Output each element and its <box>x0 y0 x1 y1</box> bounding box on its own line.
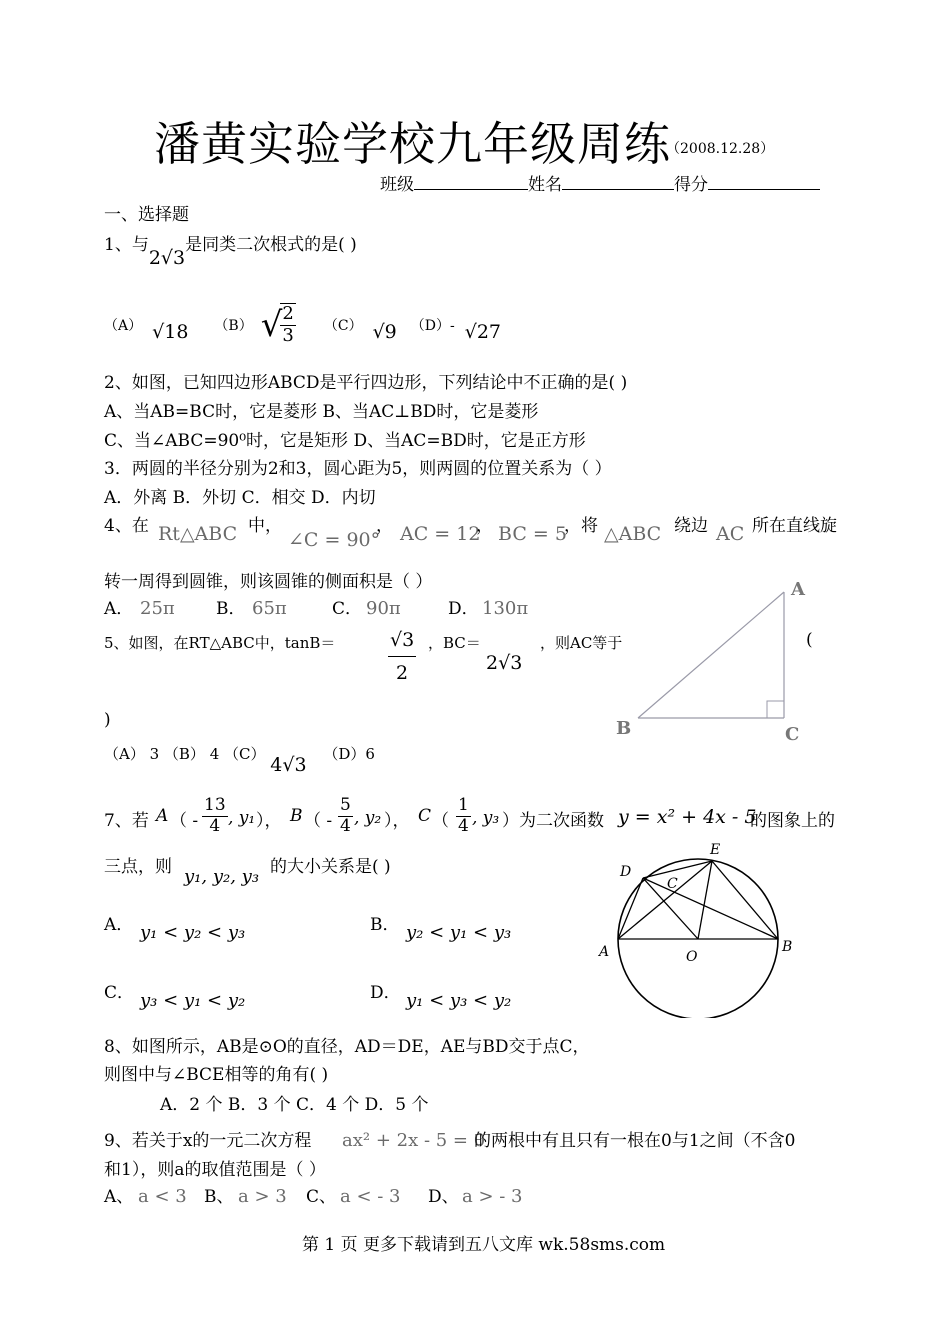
q5-mid: ，BC＝ <box>428 634 481 652</box>
q7-point-c: C <box>418 806 432 826</box>
q7-b-open: （ - <box>304 811 333 831</box>
score-label: 得分 <box>674 175 708 195</box>
q4-opt-a-label: A． <box>104 599 134 619</box>
q7-a-open: （ - <box>170 811 199 831</box>
q1-opt-a-label: （A） <box>104 318 143 334</box>
q7-line2 <box>104 852 564 892</box>
q7-b-close: ）， <box>384 811 410 831</box>
section-heading: 一、选择题 <box>104 205 189 225</box>
q4-opt-c: 90π <box>366 598 401 619</box>
q7-opt-b: y₂ < y₁ < y₃ <box>406 922 512 943</box>
q1-options <box>104 298 501 352</box>
q7-line2-prefix: 三点，则 <box>104 857 172 877</box>
q5-tan-fraction <box>388 630 416 685</box>
q4-opt-d: 130π <box>482 598 529 619</box>
q1-opt-b-radical-icon: √ <box>260 305 283 345</box>
circle-label-a: A <box>599 944 610 960</box>
q4-mid1: 中， <box>248 516 282 536</box>
q7-a-close: ）， <box>256 811 282 831</box>
q9-opt-c-label: C、 <box>306 1187 337 1207</box>
q7-opt-c: y₃ < y₁ < y₂ <box>140 990 246 1011</box>
q7-a-fraction <box>202 796 228 836</box>
q1-opt-b-fraction <box>280 303 295 346</box>
q4-angle: ∠C = 90° <box>288 529 381 551</box>
q1-opt-d: √27 <box>464 321 502 343</box>
q9-opt-b-label: B、 <box>204 1187 234 1207</box>
q4-ac: AC = 12 <box>400 523 481 545</box>
q7-c-num: 1 <box>458 795 469 815</box>
q1-opt-c-label: （C） <box>323 318 363 334</box>
q2-stem: 2、如图，已知四边形ABCD是平行四边形，下列结论中不正确的是( ) <box>104 373 628 393</box>
q9-opt-b: a > 3 <box>238 1186 287 1207</box>
q8-options: A．2 个 B．3 个 C．4 个 D．5 个 <box>160 1095 429 1115</box>
exam-date: （2008.12.28） <box>666 141 775 157</box>
q4-stem <box>104 511 854 551</box>
q2-options-line2: C、当∠ABC=90⁰时，它是矩形 D、当AC=BD时，它是正方形 <box>104 431 586 451</box>
q7-line2-expr: y₁, y₂, y₃ <box>184 866 260 887</box>
q1-opt-b-label: （B） <box>214 318 253 334</box>
q3-stem: 3．两圆的半径分别为2和3，圆心距为5，则两圆的位置关系为（ ） <box>104 459 612 479</box>
q7-c-y: , y₃ <box>472 808 500 828</box>
circle-label-d: D <box>620 864 632 880</box>
q1-expr: 2√3 <box>148 247 186 269</box>
q3-options: A．外离 B．外切 C．相交 D．内切 <box>104 488 376 508</box>
chord-ad <box>618 878 643 939</box>
q4-tail: 所在直线旋 <box>752 516 837 536</box>
chord-db <box>643 878 778 939</box>
right-angle-mark <box>767 701 784 718</box>
circle-label-e: E <box>710 842 721 858</box>
q9-line2: 和1），则a的取值范围是（ ） <box>104 1160 326 1180</box>
circle-label-b: B <box>782 939 793 955</box>
q1-opt-b-num: 2 <box>282 303 294 325</box>
q1-stem <box>104 230 357 269</box>
class-blank[interactable] <box>414 175 528 190</box>
q9-opt-d-label: D、 <box>428 1187 459 1207</box>
q4-ac2: AC <box>716 523 745 545</box>
q9-opt-c: a < - 3 <box>340 1186 401 1207</box>
q7-tail: 的图象上的 <box>750 811 835 831</box>
q4-mid2: ，将 <box>564 516 598 536</box>
q4-opt-c-label: C． <box>332 599 363 619</box>
q5-tail: ，则AC等于 <box>540 634 623 652</box>
q7-point-a: A <box>156 806 169 826</box>
q2-options-line1: A、当AB=BC时，它是菱形 B、当AC⊥BD时，它是菱形 <box>104 402 539 422</box>
q5-options-prefix: （A） 3 （B） 4 （C） <box>104 745 266 763</box>
q5-paren-close: ) <box>104 710 111 730</box>
q7-options-row2 <box>104 978 564 1018</box>
page-footer[interactable]: 第 1 页 更多下载请到五八文库 wk.58sms.com <box>302 1235 666 1255</box>
triangle-label-c: C <box>785 724 800 745</box>
q8-line1: 8、如图所示，AB是⊙O的直径，AD＝DE，AE与BD交于点C， <box>104 1037 590 1057</box>
triangle-label-b: B <box>616 718 632 739</box>
q4-bc: BC = 5 <box>498 523 567 545</box>
q9-prefix: 9、若关于x的一元二次方程 <box>104 1131 312 1151</box>
q7-opt-c-label: C． <box>104 983 135 1003</box>
q9-options <box>104 1182 564 1210</box>
q7-opt-a-label: A． <box>104 915 134 935</box>
q9-stem <box>104 1126 854 1156</box>
q7-point-b: B <box>290 806 303 826</box>
q7-opt-d: y₁ < y₃ < y₂ <box>406 990 512 1011</box>
q7-b-y: , y₂ <box>354 808 382 828</box>
triangle-label-a: A <box>791 579 805 600</box>
q4-opt-b: 65π <box>252 598 287 619</box>
q7-a-y: , y₁ <box>228 808 256 828</box>
q4-prefix: 4、在 <box>104 516 149 536</box>
page-title: 潘黄实验学校九年级周练 <box>154 117 671 171</box>
q1-opt-a: √18 <box>152 321 189 343</box>
q9-opt-a: a < 3 <box>138 1186 187 1207</box>
q4-opt-a: 25π <box>140 598 175 619</box>
q5-opt-c: 4√3 <box>270 754 307 776</box>
triangle-side-ab <box>638 592 784 718</box>
q7-a-num: 13 <box>204 795 226 815</box>
q7-function: y = x² + 4x - 5 <box>618 806 757 828</box>
q9-equation: ax² + 2x - 5 = 0 <box>342 1130 486 1151</box>
q7-options-row1 <box>104 910 564 950</box>
q5-paren-open: ( <box>806 630 813 650</box>
q5-opt-d: （D）6 <box>323 745 375 763</box>
q4-around: 绕边 <box>674 516 708 536</box>
q7-line2-tail: 的大小关系是( ) <box>270 857 391 877</box>
q7-a-den: 4 <box>209 815 221 836</box>
q5-bc: 2√3 <box>486 652 523 674</box>
q1-suffix: 是同类二次根式的是( ) <box>185 235 357 255</box>
q5-triangle-figure <box>610 572 810 748</box>
q7-opt-a: y₁ < y₂ < y₃ <box>140 922 246 943</box>
q7-b-den: 4 <box>340 815 351 836</box>
q4-opt-b-label: B． <box>216 599 246 619</box>
q1-opt-b-den: 3 <box>282 325 294 346</box>
class-label: 班级 <box>380 175 414 195</box>
q5-tan-num: √3 <box>388 630 416 657</box>
q4-triangle: Rt△ABC <box>158 523 238 545</box>
student-info-line <box>380 170 820 195</box>
q1-opt-d-label: （D）- <box>410 318 455 334</box>
q7-opt-d-label: D． <box>370 983 401 1003</box>
q7-opt-b-label: B． <box>370 915 400 935</box>
name-blank[interactable] <box>562 175 674 190</box>
score-blank[interactable] <box>708 175 820 190</box>
q7-c-open: （ <box>432 811 449 831</box>
segment-eo <box>698 861 712 939</box>
q7-c-fraction <box>456 796 471 836</box>
q1-prefix: 1、与 <box>104 235 149 255</box>
q8-line2: 则图中与∠BCE相等的角有( ) <box>104 1065 329 1085</box>
q5-options <box>104 742 375 778</box>
q4-line2: 转一周得到圆锥，则该圆锥的侧面积是（ ） <box>104 572 433 592</box>
q5-tan-den: 2 <box>396 661 409 684</box>
q7-prefix: 7、若 <box>104 811 149 831</box>
q1-opt-c: √9 <box>372 321 397 343</box>
q9-opt-d: a > - 3 <box>462 1186 523 1207</box>
q4-comma1: ， <box>376 516 393 536</box>
q7-c-close: ）为二次函数 <box>502 811 604 831</box>
q7-b-num: 5 <box>340 795 351 815</box>
q5-prefix: 5、如图，在RT△ABC中，tanB＝ <box>104 634 336 652</box>
circle-label-c: C <box>667 876 678 892</box>
name-label: 姓名 <box>528 175 562 195</box>
q9-opt-a-label: A、 <box>104 1187 134 1207</box>
q4-options <box>104 594 564 620</box>
q7-b-fraction <box>338 796 353 836</box>
circle-label-o: O <box>686 949 698 965</box>
q4-triangle2: △ABC <box>604 523 662 545</box>
q7-c-den: 4 <box>458 815 469 836</box>
q9-tail: 的两根中有且只有一根在0与1之间（不含0 <box>474 1131 796 1151</box>
q4-comma2: ， <box>476 516 493 536</box>
q8-circle-figure <box>594 838 804 1018</box>
q4-opt-d-label: D． <box>448 599 479 619</box>
